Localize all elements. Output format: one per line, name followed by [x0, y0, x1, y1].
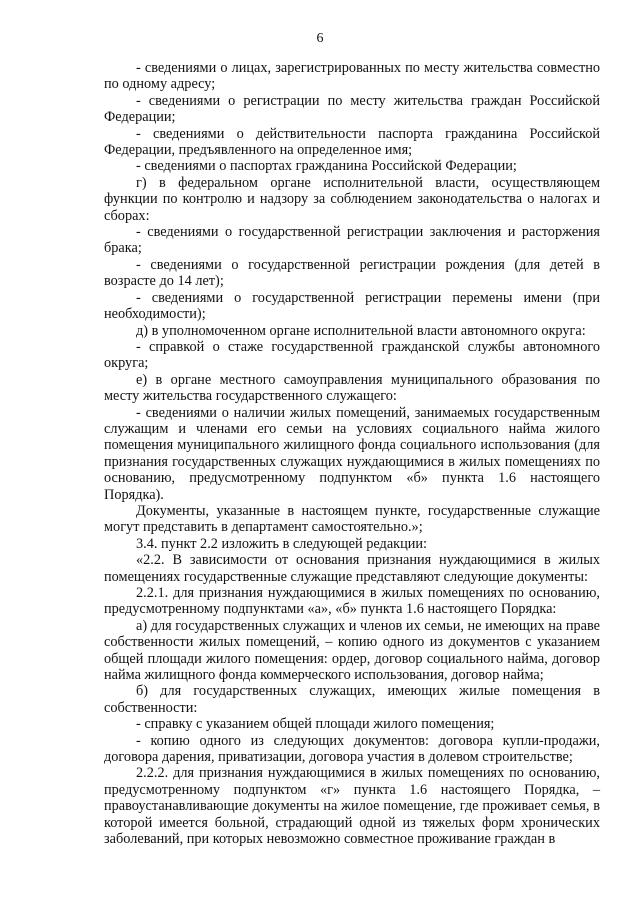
paragraph: е) в органе местного самоуправления муниципального образования по месту жительства государственного служащего:: [104, 371, 600, 405]
paragraph: «2.2. В зависимости от основания признания нуждающимися в жилых помещениях государственные служащие представляют следующие документы:: [104, 552, 600, 585]
paragraph: 3.4. пункт 2.2 изложить в следующей редакции:: [136, 535, 428, 552]
paragraph: д) в уполномоченном органе исполнительной власти автономного округа:: [136, 322, 586, 339]
paragraph: - сведениями о наличии жилых помещений, занимаемых государственным служащим и членами его семьи на условиях социального найма жилого помещения муниципального жилищного фонда социального использования (для признания государственных служащих нуждающимися в жилых помещениях по основанию, предусмотренному подпунктом «б» пункта 1.6 настоящего Порядка).: [104, 404, 600, 503]
paragraph: - сведениями о паспортах гражданина Российской Федерации;: [136, 158, 517, 175]
paragraph: Документы, указанные в настоящем пункте, государственные служащие могут представить в департамент самостоятельно.»;: [104, 502, 600, 536]
paragraph: - сведениями о государственной регистрации перемены имени (при необходимости);: [104, 289, 600, 323]
paragraph: а) для государственных служащих и членов их семьи, не имеющих на праве собственности жилых помещений, – копию одного из документов с указанием общей площади жилого помещения: ордер, договор социального найма, договор найма жилищного фонда коммерческого использования, договор найма;: [104, 617, 600, 684]
paragraph: г) в федеральном органе исполнительной власти, осуществляющем функции по контролю и надзору за соблюдением законодательства о налогах и сборах:: [104, 174, 600, 224]
paragraph: б) для государственных служащих, имеющих жилые помещения в собственности:: [104, 683, 600, 716]
page-number: 6: [316, 31, 324, 46]
paragraph: 2.2.1. для признания нуждающимися в жилых помещениях по основанию, предусмотренному подпунктами «а», «б» пункта 1.6 настоящего Порядка:: [104, 585, 600, 618]
body-text: [104, 60, 600, 848]
paragraph: - справку с указанием общей площади жилого помещения;: [136, 716, 495, 733]
paragraph: - сведениями о регистрации по месту жительства граждан Российской Федерации;: [104, 92, 600, 126]
paragraph: - сведениями о действительности паспорта гражданина Российской Федерации, предъявленного на определенное имя;: [104, 125, 600, 159]
paragraph: - копию одного из следующих документов: договора купли-продажи, договора дарения, приватизации, договора участия в долевом строительстве;: [104, 732, 600, 766]
paragraph: - сведениями о государственной регистрации заключения и расторжения брака;: [104, 224, 600, 257]
paragraph: - сведениями о лицах, зарегистрированных по месту жительства совместно по одному адресу;: [104, 60, 600, 93]
paragraph: 2.2.2. для признания нуждающимися в жилых помещениях по основанию, предусмотренному подпунктом «г» пункта 1.6 настоящего Порядка, – правоустанавливающие документы на жилое помещение, где проживает семья, в которой имеется больной, страдающий одной из тяжелых форм хронических заболеваний, при которых невозможно совместное проживание граждан в: [104, 765, 600, 848]
paragraph: - сведениями о государственной регистрации рождения (для детей в возрасте до 14 лет);: [104, 256, 600, 290]
paragraph: - справкой о стаже государственной гражданской службы автономного округа;: [104, 338, 600, 372]
